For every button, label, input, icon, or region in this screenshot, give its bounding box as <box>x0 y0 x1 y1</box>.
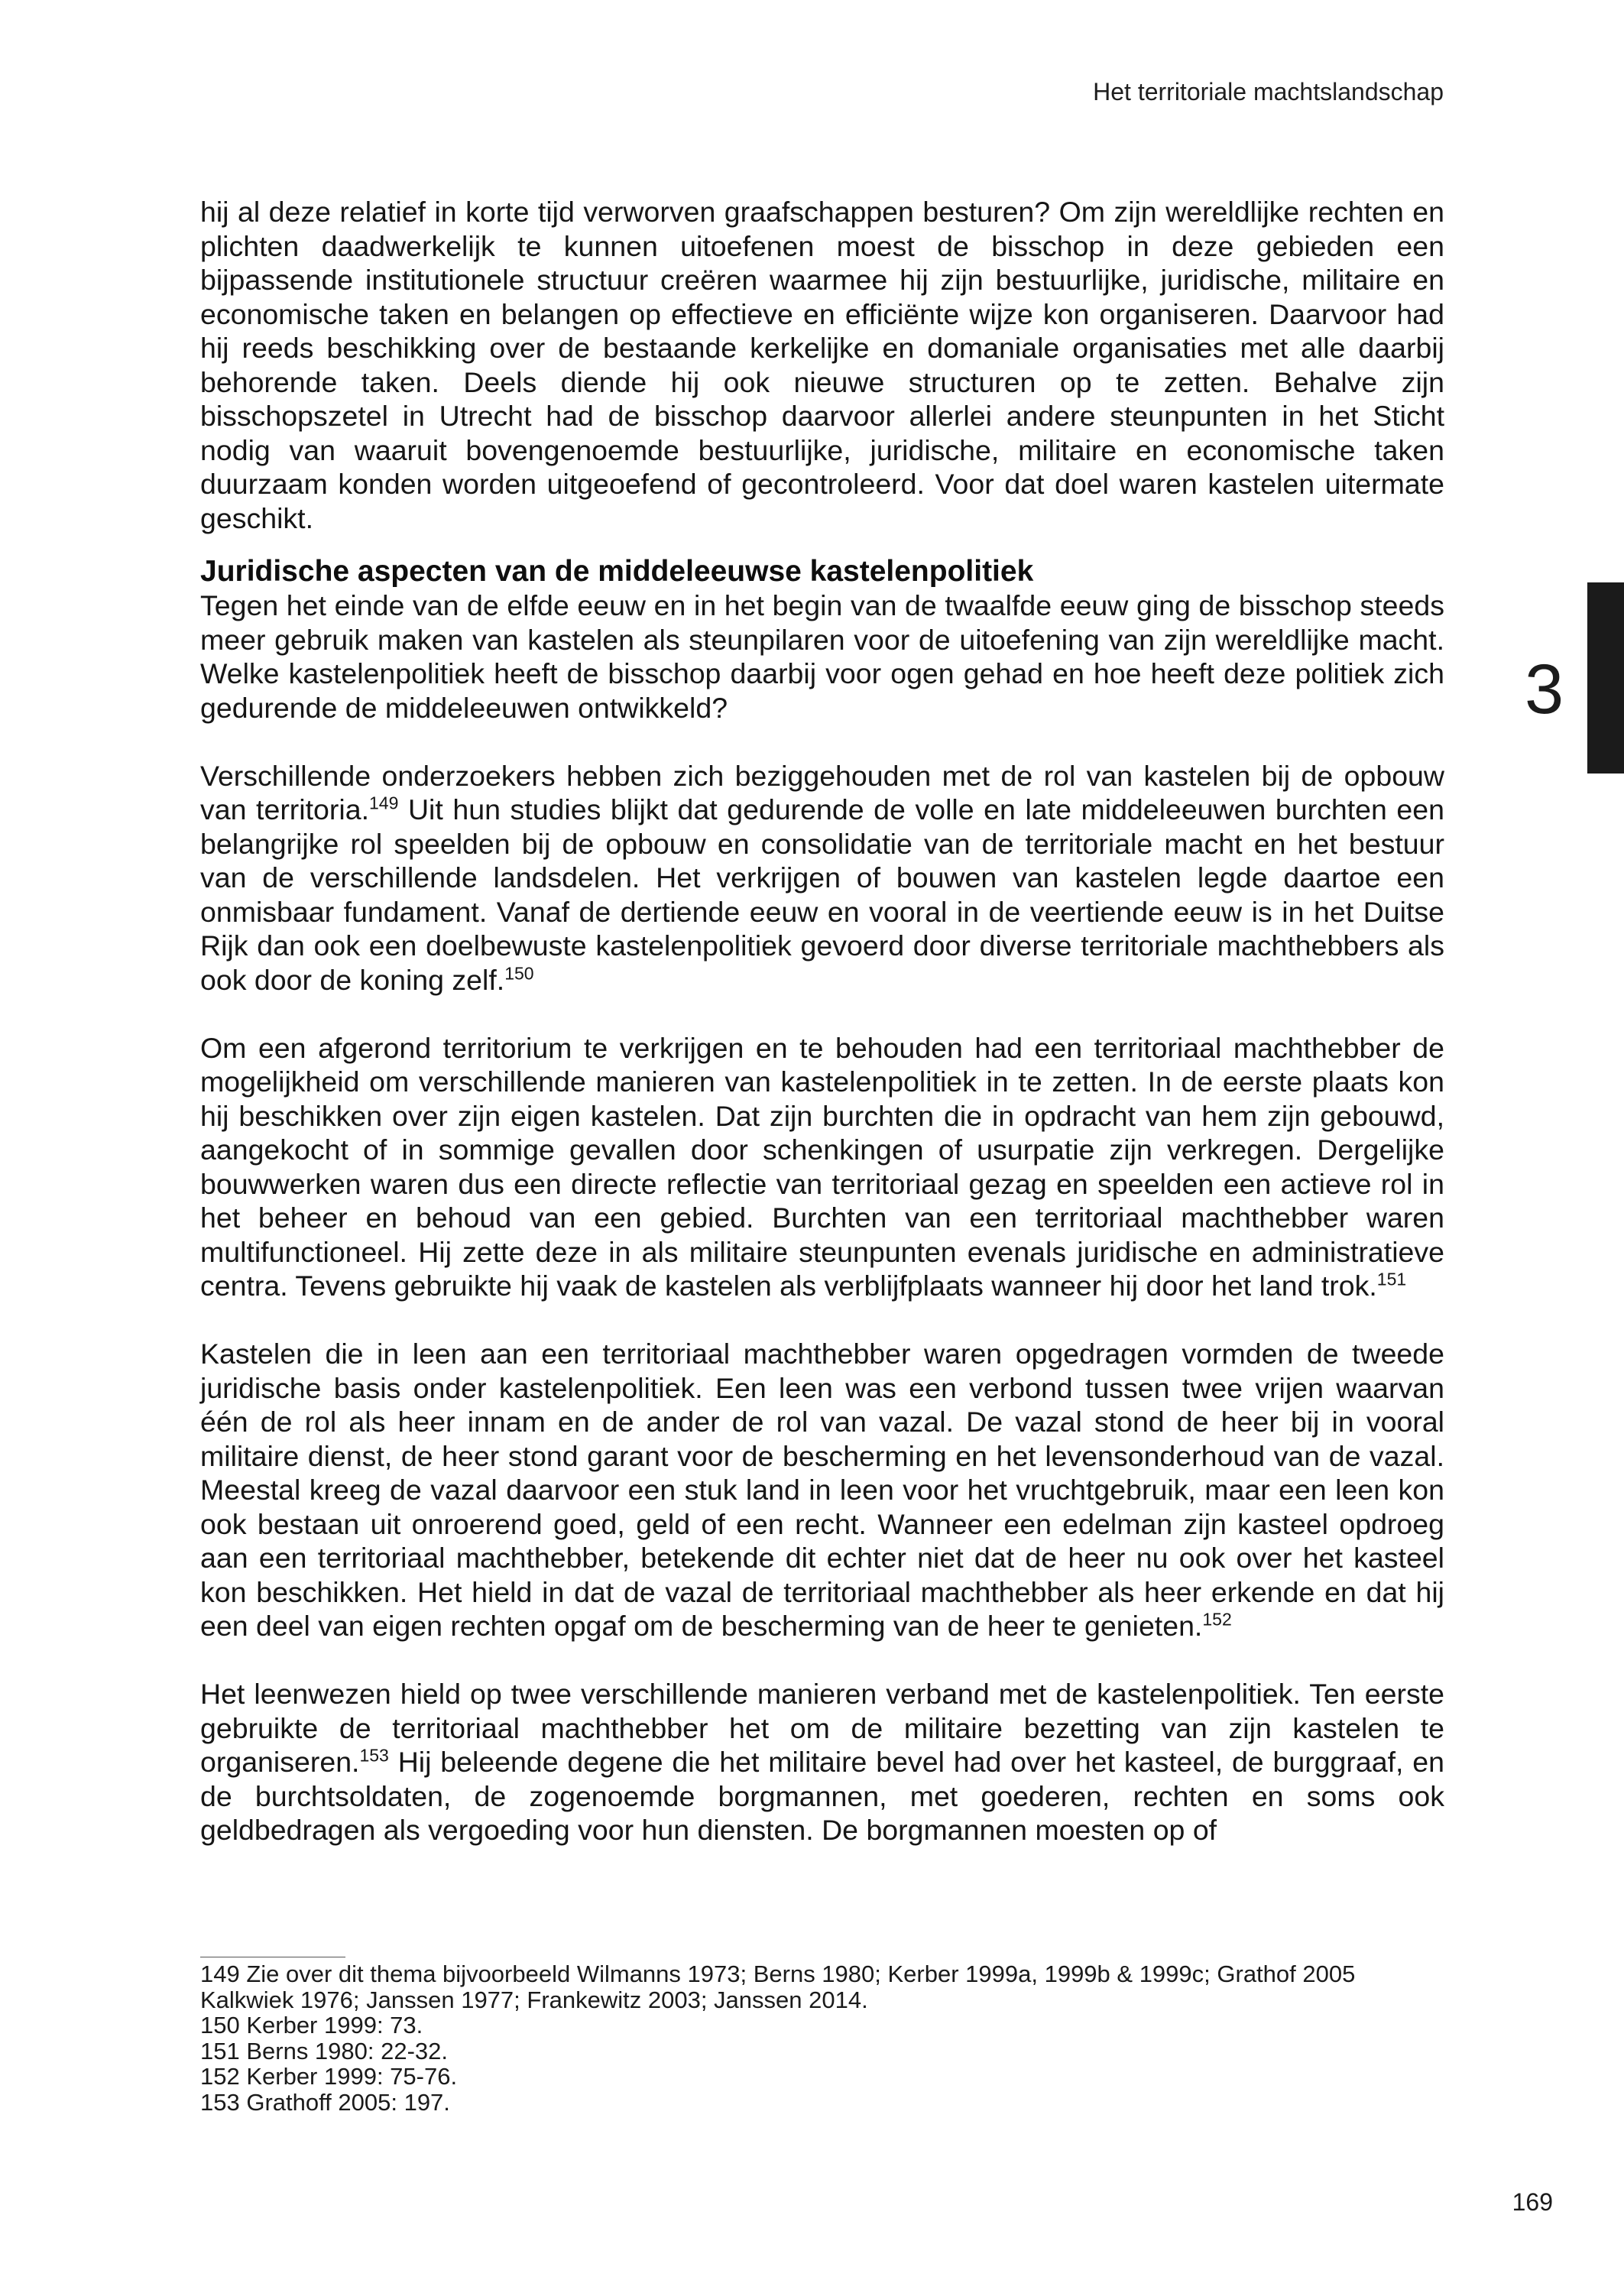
footnote-reference[interactable]: 152 <box>1202 1609 1232 1630</box>
footnote: 153 Grathoff 2005: 197. <box>200 2088 450 2116</box>
paragraph-text: Om een afgerond territorium te verkrijgen en te behouden had een territoriaal machthebber de mogelijkheid om verschillende manieren van kastelenpolitiek in te zetten. In de eerste plaats kon hij beschikken over zijn eigen kastelen. Dat zijn burchten die in opdracht van hem zijn gebouwd, aangekocht of in sommige gevallen door schenkingen of usurpatie zijn verkregen. Dergelijke bouwwerken waren dus een directe reflectie van territoriaal gezag en speelden een actieve rol in het beheer en behoud van een gebied. Burchten van een territoriaal machthebber waren multifunctioneel. Hij zette deze in als militaire steunpunten evenals juridische en administratieve centra. Tevens gebruikte hij vaak de kastelen als verblijfplaats wanneer hij door het land trok. <box>200 1031 1444 1302</box>
paragraph: hij al deze relatief in korte tijd verworven graafschappen besturen? Om zijn wereldlijke rechten en plichten daadwerkelijk te kunnen uitoefenen moest de bisschop in deze gebieden een bijpassende institutionele structuur creëren waarmee hij zijn bestuurlijke, juridische, militaire en economische taken en belangen op effectieve en efficiënte wijze kon organiseren. Daarvoor had hij reeds beschikking over de bestaande kerkelijke en domaniale organisaties met alle daarbij behorende taken. Deels diende hij ook nieuwe structuren op te zetten. Behalve zijn bisschopszetel in Utrecht had de bisschop daarvoor allerlei andere steunpunten in het Sticht nodig van waaruit bovengenoemde bestuurlijke, juridische, militaire en economische taken duurzaam konden worden uitgeoefend of gecontroleerd. Voor dat doel waren kastelen uitermate geschikt. <box>200 196 1444 534</box>
paragraph-text: Uit hun studies blijkt dat gedurende de volle en late middeleeuwen burchten een belangrijke rol speelden bij de opbouw en consolidatie van de territoriale macht en het bestuur van de verschillende landsdelen. Het verkrijgen of bouwen van kastelen legde daartoe een onmisbaar fundament. Vanaf de dertiende eeuw en vooral in de veertiende eeuw is in het Duitse Rijk dan ook een doelbewuste kastelenpolitiek gevoerd door diverse territoriale machthebbers als ook door de koning zelf. <box>200 793 1444 996</box>
section-heading: Juridische aspecten van de middeleeuwse kastelenpolitiek <box>200 555 1034 588</box>
chapter-number: 3 <box>1525 650 1564 728</box>
footnote: 150 Kerber 1999: 73. <box>200 2012 423 2038</box>
paragraph-text: Hij beleende degene die het militaire bevel had over het kasteel, de burggraaf, en de burchtsoldaten, de zogenoemde borgmannen, met goederen, rechten en soms ook geldbedragen als vergoeding voor hun diensten. De borgmannen moesten op of <box>200 1746 1444 1846</box>
paragraph <box>200 759 1444 997</box>
body-text <box>200 195 1444 1847</box>
footnote: 151 Berns 1980: 22-32. <box>200 2037 449 2064</box>
footnote-reference[interactable]: 150 <box>504 963 534 983</box>
paragraph <box>200 1031 1444 1303</box>
paragraph <box>200 1337 1444 1643</box>
footnote-reference[interactable]: 151 <box>1376 1269 1407 1289</box>
footnote-reference[interactable]: 149 <box>369 793 399 813</box>
footnotes <box>200 1961 1444 2115</box>
paragraph-text: Kastelen die in leen aan een territoriaal machthebber waren opgedragen vormden de tweede juridische basis onder kastelenpolitiek. Een leen was een verbond tussen twee vrijen waarvan één de rol als heer innam en de ander de rol van vazal. De vazal stond de heer bij in vooral militaire dienst, de heer stond garant voor de bescherming en het levensonderhoud van de vazal. Meestal kreeg de vazal daarvoor een stuk land in leen voor het vruchtgebruik, maar een leen kon ook bestaan uit onroerend goed, geld of een recht. Wanneer een edelman zijn kasteel opdroeg aan een territoriaal machthebber, betekende dit echter niet dat de heer nu ook over het kasteel kon beschikken. Het hield in dat de vazal de territoriaal machthebber als heer erkende en dat hij een deel van eigen rechten opgaf om de bescherming van de heer te genieten. <box>200 1338 1444 1642</box>
running-header: Het territoriale machtslandschap <box>1093 78 1444 105</box>
chapter-thumb-tab <box>1587 582 1624 774</box>
paragraph <box>200 1677 1444 1847</box>
paragraph-text: Het leenwezen hield op twee verschillende manieren verband met de kastelenpolitiek. Ten eerste gebruikte de territoriaal machthebber het om de militaire bezetting van zijn kastelen te organiseren. <box>200 1678 1444 1778</box>
footnote: 149 Zie over dit thema bijvoorbeeld Wilmanns 1973; Berns 1980; Kerber 1999a, 1999b & 1999c; Grathof 2005 Kalkwiek 1976; Janssen 1977; Frankewitz 2003; Janssen 2014. <box>200 1961 1356 2013</box>
footnote-reference[interactable]: 153 <box>359 1745 389 1766</box>
paragraph: Tegen het einde van de elfde eeuw en in het begin van de twaalfde eeuw ging de bisschop steeds meer gebruik maken van kastelen als steunpilaren voor de uitoefening van zijn wereldlijke macht. Welke kastelenpolitiek heeft de bisschop daarbij voor ogen gehad en hoe heeft deze politiek zich gedurende de middeleeuwen ontwikkeld? <box>200 589 1444 724</box>
page-number: 169 <box>1512 2188 1553 2216</box>
paragraph-text: Verschillende onderzoekers hebben zich beziggehouden met de rol van kastelen bij de opbouw van territoria. <box>200 759 1444 825</box>
footnote: 152 Kerber 1999: 75-76. <box>200 2063 458 2090</box>
